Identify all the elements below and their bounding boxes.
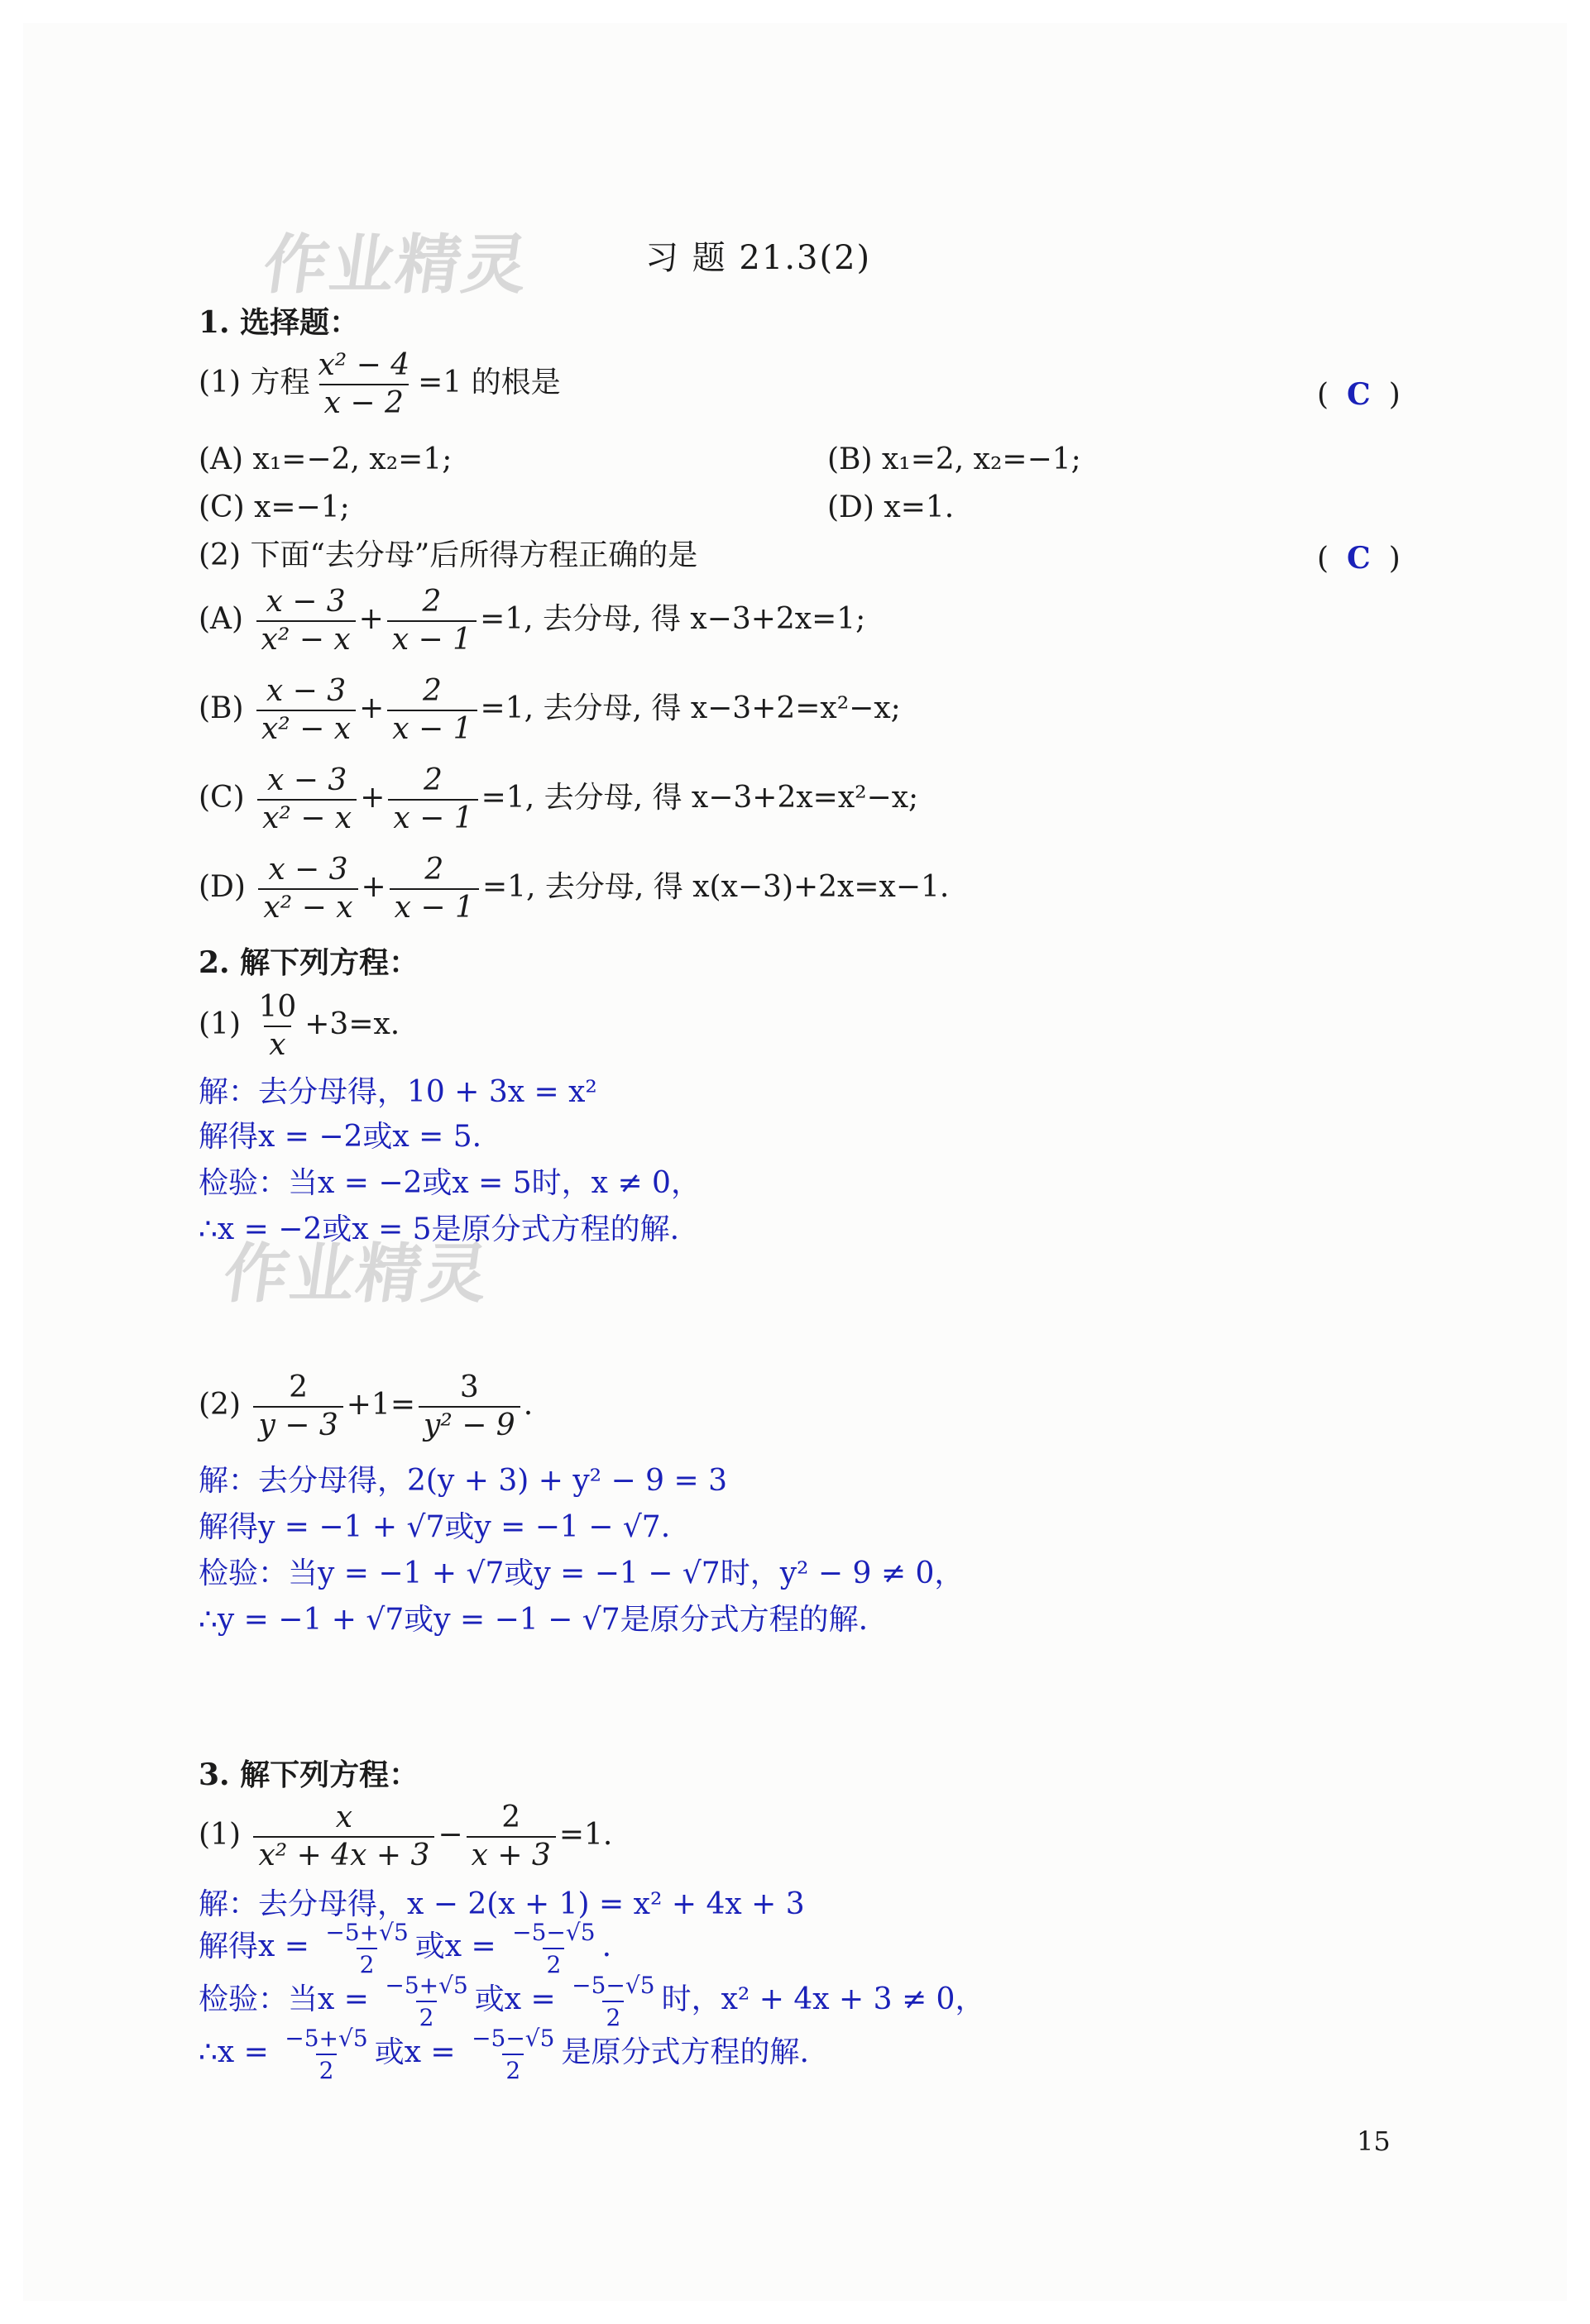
frac-den: 2 — [543, 1948, 564, 1978]
q1-p1-label: (1) 方程 — [199, 366, 310, 399]
q3-p1-frac1 — [253, 1800, 434, 1872]
q1-p1-answer-bracket: ( C ) — [1317, 377, 1401, 412]
frac-den: x² − x — [256, 710, 356, 744]
q1-p2-c-frac2 — [388, 763, 477, 835]
frac-num: 2 — [501, 1800, 521, 1834]
q2-heading: 2. 解下列方程： — [199, 945, 419, 980]
frac-num: x − 3 — [266, 674, 347, 708]
q2-p2-end: . — [523, 1388, 534, 1422]
q2-p1-solution-line3: 检验：当x = −2或x = 5时，x ≠ 0， — [199, 1166, 701, 1200]
frac-den: 2 — [502, 2054, 524, 2084]
q3-sol2-a: 解得x = — [199, 1929, 309, 1963]
q2-p1-solution-line1: 解：去分母得，10 + 3x = x² — [199, 1075, 597, 1109]
frac-num: −5−√5 — [572, 1972, 655, 1999]
q2-p2-frac2 — [419, 1370, 520, 1442]
q2-p1-fraction — [253, 992, 301, 1060]
q1-p2-option-d-label: (D) — [199, 870, 246, 904]
q3-sol4-a: ∴x = — [199, 2035, 269, 2069]
q1-p2-a-frac2 — [387, 587, 477, 655]
frac-den: 2 — [357, 1948, 378, 1978]
frac-den: x² − x — [256, 620, 356, 655]
frac-num: x − 3 — [268, 853, 348, 887]
frac-den: x — [264, 1026, 290, 1060]
q1-p1-option-d: (D) x=1. — [827, 490, 955, 524]
q1-p2-option-b: (B) $\frac{x - 3}{\text{x² − x}}$ + $\frac{2}{x - 1}$ =1, 去分母, 得 x−3+2=x²−x; — [199, 674, 901, 746]
q1-p1-stem — [199, 348, 561, 420]
q3-sol4-frac2 — [468, 2025, 558, 2084]
frac-num: 3 — [459, 1370, 479, 1404]
q1-p1-option-a: (A) x₁=−2, x₂=1; — [199, 442, 453, 476]
q2-p2-frac1 — [253, 1370, 342, 1442]
q3-p1-solution-line1: 解：去分母得，x − 2(x + 1) = x² + 4x + 3 — [199, 1887, 805, 1921]
frac-den: x² + 4x + 3 — [253, 1836, 434, 1871]
q1-p2-option-d-rest: =1, 去分母, 得 x(x−3)+2x=x−1. — [481, 870, 950, 904]
frac-den: x − 1 — [387, 620, 477, 655]
q1-p2-b-frac1 — [256, 674, 356, 746]
frac-num: x — [335, 1800, 353, 1834]
q3-p1-end: =1. — [558, 1818, 613, 1852]
q2-p1-label: (1) — [199, 1007, 241, 1041]
frac-den: 2 — [602, 2001, 624, 2031]
q3-sol3-b: 或x = — [474, 1982, 556, 2016]
q3-p1-label: (1) — [199, 1818, 241, 1852]
q2-p2-solution-line2: 解得y = −1 + √7或y = −1 − √7. — [199, 1510, 671, 1544]
frac-den: x − 1 — [388, 799, 477, 834]
q1-p1-frac-den: x − 2 — [319, 384, 409, 418]
q1-p2-c-frac1 — [257, 763, 357, 835]
frac-num: 2 — [289, 1370, 309, 1404]
q3-heading: 3. 解下列方程： — [199, 1757, 419, 1792]
q3-sol3-a: 检验：当x = — [199, 1982, 369, 2016]
q1-p2-answer-bracket: ( C ) — [1317, 541, 1401, 576]
q1-p2-option-c: (C) $\frac{x - 3}{\text{x² − x}}$ + $\frac{2}{x - 1}$ =1, 去分母, 得 x−3+2x=x²−x; — [199, 763, 919, 835]
q3-sol3-frac2 — [568, 1972, 658, 2031]
q1-p2-option-d: (D) $\frac{x - 3}{\text{x² − x}}$ + $\frac{2}{x - 1}$ =1, 去分母, 得 x(x−3)+2x=x−1. — [199, 853, 950, 925]
q2-p2-mid: +1= — [346, 1388, 415, 1422]
q3-sol3-frac1 — [381, 1972, 471, 2031]
q3-sol2-frac2 — [509, 1919, 598, 1978]
frac-den: y² − 9 — [419, 1406, 520, 1441]
q1-p1-frac-num: x² − 4 — [318, 348, 410, 382]
q3-sol4-c: 是原分式方程的解. — [561, 2035, 809, 2069]
frac-num: −5−√5 — [472, 2025, 555, 2052]
watermark-middle: 作业精灵 — [218, 1237, 495, 1312]
q2-p1-solution-line2: 解得x = −2或x = 5. — [199, 1120, 482, 1154]
q1-p2-d-frac2 — [390, 855, 479, 923]
q2-p2-solution-line1: 解：去分母得，2(y + 3) + y² − 9 = 3 — [199, 1464, 728, 1498]
q2-p1-equation — [199, 992, 400, 1060]
q1-p2-a-frac1 — [256, 587, 356, 655]
q2-p2-equation — [199, 1370, 534, 1442]
q1-p1-rest: =1 的根是 — [418, 366, 561, 399]
q3-p1-solution-line3 — [199, 1972, 984, 2031]
frac-den: 2 — [316, 2054, 338, 2084]
q3-sol2-frac1 — [322, 1919, 411, 1978]
frac-num: 10 — [258, 990, 297, 1024]
watermark-top: 作业精灵 — [258, 228, 534, 303]
q1-p2-option-a: (A) $\frac{x - 3}{\text{x² − x}}$ + $\frac{2}{x - 1}$ =1, 去分母, 得 x−3+2x=1; — [199, 585, 866, 657]
q1-p2-answer: C — [1347, 541, 1371, 576]
frac-num: 2 — [422, 674, 442, 708]
q1-p1-answer: C — [1347, 377, 1371, 412]
page-number: 15 — [1357, 2126, 1391, 2157]
frac-num: −5+√5 — [325, 1919, 409, 1946]
frac-den: x + 3 — [467, 1836, 556, 1871]
q1-p2-option-c-rest: =1, 去分母, 得 x−3+2x=x²−x; — [481, 781, 919, 815]
q2-p2-solution-line4: ∴y = −1 + √7或y = −1 − √7是原分式方程的解. — [199, 1603, 869, 1637]
q1-p2-d-frac1 — [258, 855, 357, 923]
frac-num: 2 — [422, 585, 442, 619]
q3-sol3-c: 时，x² + 4x + 3 ≠ 0， — [661, 1982, 985, 2016]
frac-den: x − 1 — [390, 888, 479, 923]
frac-den: y − 3 — [253, 1406, 342, 1441]
q3-p1-frac2 — [467, 1800, 556, 1872]
q1-p2-b-frac2 — [387, 674, 477, 746]
frac-num: x − 3 — [267, 763, 347, 797]
q1-p2-option-b-rest: =1, 去分母, 得 x−3+2=x²−x; — [480, 691, 901, 725]
q3-sol2-b: 或x = — [414, 1929, 496, 1963]
q2-p1-rest: +3=x. — [304, 1007, 400, 1041]
q2-p2-solution-line3: 检验：当y = −1 + √7或y = −1 − √7时，y² − 9 ≠ 0， — [199, 1557, 965, 1590]
frac-den: x² − x — [257, 799, 357, 834]
q1-heading: 1. 选择题： — [199, 305, 360, 340]
frac-num: x − 3 — [266, 585, 346, 619]
q1-p2-stem: (2) 下面“去分母”后所得方程正确的是 — [199, 538, 698, 572]
frac-num: 2 — [424, 853, 444, 887]
q3-p1-mid: − — [438, 1818, 463, 1852]
frac-den: 2 — [416, 2001, 438, 2031]
q1-p2-option-b-label: (B) — [199, 691, 244, 725]
q3-sol4-b: 或x = — [374, 2035, 456, 2069]
q1-p1-fraction — [313, 348, 414, 420]
q2-p2-label: (2) — [199, 1388, 241, 1422]
q1-p2-option-c-label: (C) — [199, 781, 245, 815]
q3-p1-solution-line2 — [199, 1919, 611, 1978]
q3-sol2-c: . — [601, 1929, 612, 1963]
page-title: 习 题 21.3(2) — [645, 239, 872, 277]
frac-num: 2 — [424, 763, 443, 797]
frac-den: x² − x — [258, 888, 357, 923]
frac-num: −5+√5 — [385, 1972, 468, 1999]
q2-p1-solution-line4: ∴x = −2或x = 5是原分式方程的解. — [199, 1212, 680, 1246]
frac-num: −5−√5 — [512, 1919, 596, 1946]
q3-p1-equation — [199, 1800, 613, 1872]
q1-p2-option-a-label: (A) — [199, 602, 244, 636]
q1-p2-option-a-rest: =1, 去分母, 得 x−3+2x=1; — [480, 602, 866, 636]
q1-p1-option-b: (B) x₁=2, x₂=−1; — [827, 442, 1081, 476]
frac-den: x − 1 — [387, 710, 477, 744]
q1-p1-option-c: (C) x=−1; — [199, 490, 350, 524]
frac-num: −5+√5 — [285, 2025, 368, 2052]
q3-sol4-frac1 — [281, 2025, 371, 2084]
q3-p1-solution-line4 — [199, 2025, 809, 2084]
